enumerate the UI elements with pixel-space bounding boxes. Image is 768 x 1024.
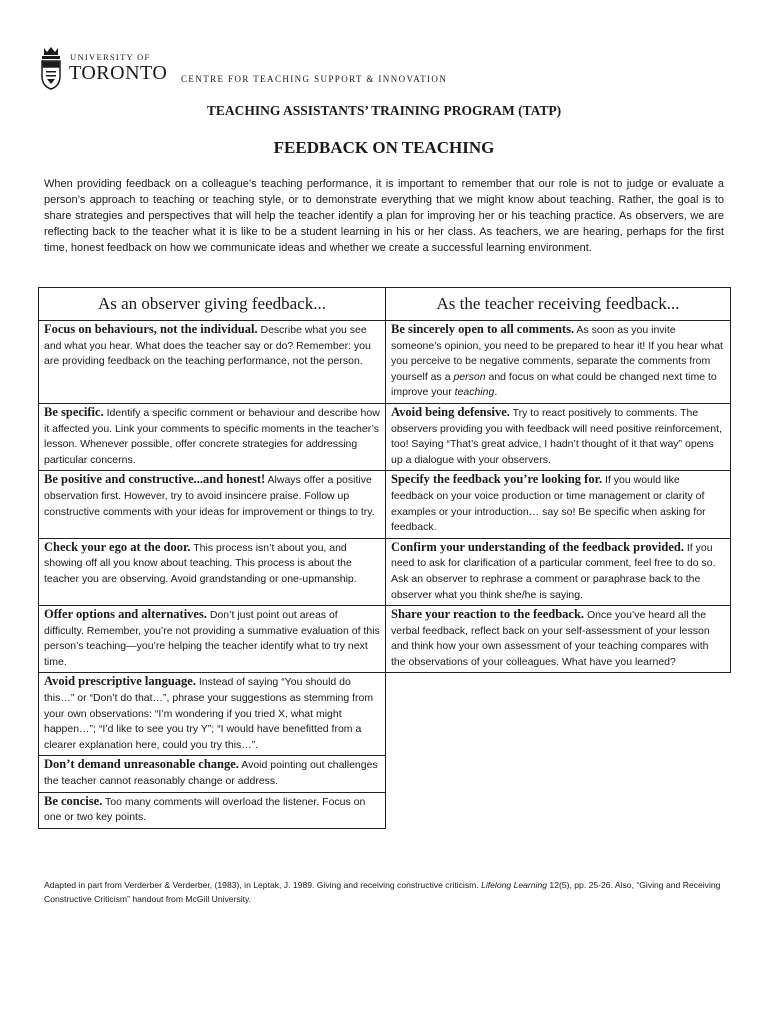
table-row [39, 403, 731, 470]
tip-body: . [494, 386, 498, 399]
table-row [39, 756, 731, 792]
tip-heading: Avoid prescriptive language. [44, 674, 196, 689]
tip-body: Try to react positively to comments. The observers providing you with feedback will need positive reinforcement, too! Saying “That’s great advice, I hadn’t thought of it that way” opens up a dialogue with your observers. [391, 406, 722, 466]
observer-tip-cell [39, 538, 386, 605]
tip-heading: Be positive and constructive...and honest! [44, 472, 266, 487]
tip-body: Describe what you see and what you hear. What does the teacher say or do? Remember: you are providing feedback on the teaching performance, not the person. [44, 324, 371, 368]
table-row [39, 792, 731, 828]
tip-body: This process isn’t about you, and showing off all you know about teaching. This process is about the teacher you are observing. Avoid grandstanding or one-upmanship. [44, 541, 357, 585]
tip-heading: Don’t demand unreasonable change. [44, 757, 239, 772]
citation-journal: Lifelong Learning [481, 880, 548, 890]
tip-body: As soon as you invite someone’s opinion, you need to be prepared to hear it! If you hear what you perceive to be negative comments, separate the comments from yourself as a [391, 324, 723, 383]
table-row [39, 471, 731, 538]
tip-body: Avoid pointing out challenges the teacher cannot reasonably change or address. [44, 759, 378, 788]
tip-heading: Offer options and alternatives. [44, 607, 207, 622]
observer-tip-cell [39, 606, 386, 673]
observer-tip-cell [39, 403, 386, 470]
empty-cell [386, 673, 731, 756]
teacher-tip-cell [386, 403, 731, 470]
tip-body: If you would like feedback on your voice production or time management or clarity of examples or your introduction… say so! Be specific when asking for feedback. [391, 474, 706, 534]
citation-footnote [44, 879, 734, 906]
tip-heading: Confirm your understanding of the feedback provided. [391, 539, 684, 554]
centre-name: CENTRE FOR TEACHING SUPPORT & INNOVATION [181, 74, 448, 84]
teacher-tip-cell [386, 538, 731, 605]
observer-tip-cell [39, 471, 386, 538]
university-logo [40, 46, 180, 92]
tip-emphasis: teaching [454, 386, 495, 399]
tip-body: Once you’ve heard all the verbal feedback, reflect back on your self-assessment of your lesson and think how your own assessment of your teaching compares with the observations of your colleagues. What have you learned? [391, 609, 710, 668]
tip-body: Always offer a positive observation first. However, try to avoid insincere praise. Follow up constructive comments with your ideas for improvement or things to try. [44, 474, 375, 518]
observer-tip-cell [39, 321, 386, 404]
tip-heading: Check your ego at the door. [44, 539, 191, 554]
tip-emphasis: person [453, 370, 486, 383]
teacher-tip-cell [386, 471, 731, 538]
university-of-text: UNIVERSITY OF [70, 52, 151, 62]
empty-cell [386, 756, 731, 792]
table-header-row [39, 288, 731, 321]
tip-heading: Share your reaction to the feedback. [391, 607, 585, 622]
toronto-text: TORONTO [69, 62, 168, 84]
column-header-observer: As an observer giving feedback... [39, 288, 386, 321]
tip-heading: Avoid being defensive. [391, 404, 510, 419]
teacher-tip-cell [386, 321, 731, 404]
tip-heading: Be specific. [44, 404, 104, 419]
observer-tip-cell [39, 673, 386, 756]
table-row [39, 321, 731, 404]
tip-heading: Focus on behaviours, not the individual. [44, 322, 258, 336]
tip-body: Identify a specific comment or behaviour and describe how it affected you. Link your comments to specific moments in the teacher’s lesson. Whenever possible, offer concrete strategies for addressing particular concerns. [44, 406, 380, 466]
tip-body: and focus on what could be changed next time to improve your [391, 370, 717, 399]
column-header-teacher: As the teacher receiving feedback... [386, 288, 731, 321]
observer-tip-cell [39, 792, 386, 828]
table-row [39, 673, 731, 756]
program-title: TEACHING ASSISTANTS’ TRAINING PROGRAM (TATP) [206, 103, 562, 118]
tip-heading: Be concise. [44, 793, 103, 808]
observer-tip-cell [39, 756, 386, 792]
empty-cell [386, 792, 731, 828]
tip-body: Instead of saying “You should do this…” or “Don’t do that…”, phrase your suggestions as stemming from your own observations: “I’m wondering if you tried X, what might happen…”; “I’d like to see you try Y”; “I would have benefitted from a clearer explanation here, could you try this…”. [44, 676, 374, 751]
feedback-table [38, 287, 731, 829]
university-crest-icon [40, 46, 62, 90]
tip-body: If you need to ask for clarification of a particular comment, feel free to do so. Ask an observer to rephrase a comment or paraphrase back to the observer what you think she/he is saying. [391, 541, 716, 601]
tip-body: Don’t just point out areas of difficulty. Remember, you’re not providing a summative evaluation of this person’s teaching—you’re helping the teacher identify what to try next time. [44, 609, 380, 668]
table-row [39, 538, 731, 605]
tip-heading: Be sincerely open to all comments. [391, 322, 575, 336]
document-title: FEEDBACK ON TEACHING [273, 138, 495, 157]
table-row [39, 606, 731, 673]
tip-body: Too many comments will overload the listener. Focus on one or two key points. [44, 795, 366, 824]
citation-text: 12(5), pp. 25-26. Also, “Giving and Receiving Constructive Criticism” handout from McGill University. [44, 880, 721, 904]
tip-heading: Specify the feedback you’re looking for. [391, 472, 603, 487]
teacher-tip-cell [386, 606, 731, 673]
intro-paragraph: When providing feedback on a colleague’s teaching performance, it is important to remember that our role is not to judge or evaluate a person’s approach to teaching or teaching style, or to demonstrate everything that we might know about teaching. Rather, the goal is to share strategies and perspectives that will help the teacher identify a plan for improving her or his teaching practice. As observers, we are reflecting back to the teacher what it is like to be a student learning in his or her class. As teachers, we are hearing, perhaps for the first time, honest feedback on how we communicate ideas and whether we create a successful learning environment. [44, 178, 724, 254]
citation-text: Adapted in part from Verderber & Verderber, (1983), in Leptak, J. 1989. Giving and receiving constructive criticism. [44, 880, 482, 890]
